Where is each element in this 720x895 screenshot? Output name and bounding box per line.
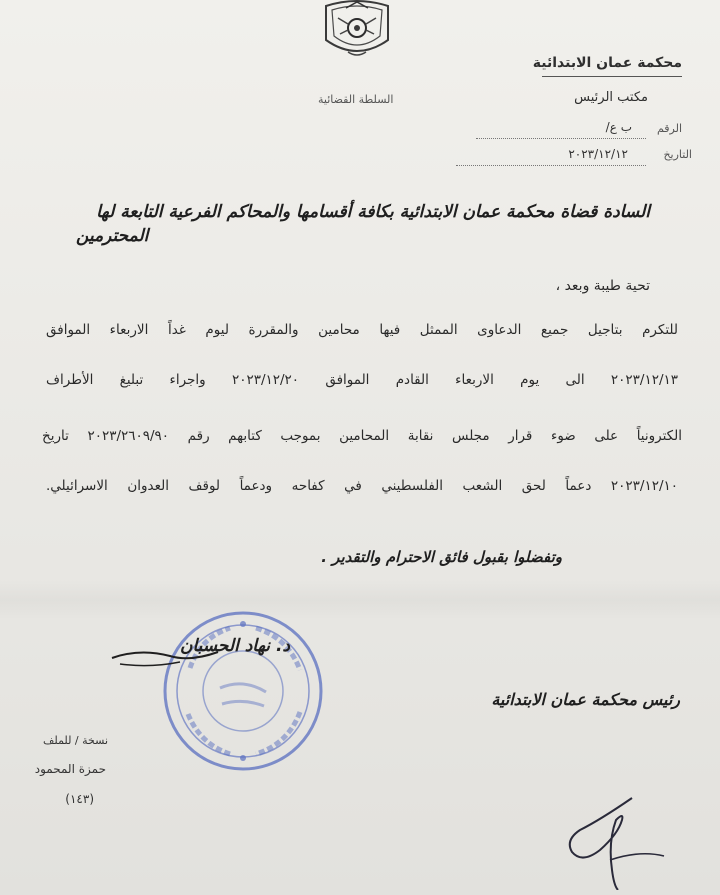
court-name: محكمة عمان الابتدائية bbox=[532, 55, 682, 71]
signer-name: د. نهاد الحسبان bbox=[179, 636, 290, 656]
copy-reference-number: (١٤٣) bbox=[65, 792, 94, 806]
date-dotted-line bbox=[456, 165, 646, 166]
reference-label: الرقم bbox=[656, 122, 682, 135]
addressee-line-2: المحترمين bbox=[76, 226, 149, 246]
reference-dotted-line bbox=[476, 138, 646, 139]
copy-recipient-name: حمزة المحمود bbox=[34, 762, 106, 776]
header-rule bbox=[542, 76, 682, 77]
date-label: التاريخ bbox=[663, 148, 692, 161]
body-line-1: للتكرم بتاجيل جميع الدعاوى الممثل فيها محامين والمقررة ليوم غداً الاربعاء الموافق bbox=[46, 322, 678, 338]
body-line-3: الكترونياً على ضوء قرار مجلس نقابة المحامين بموجب كتابهم رقم ٢٠٢٣/٢٦٠٩/٩٠ تاريخ bbox=[42, 428, 682, 444]
office-name: مكتب الرئيس bbox=[574, 90, 648, 105]
body-line-2: ٢٠٢٣/١٢/١٣ الى يوم الاربعاء القادم الموافق ٢٠٢٣/١٢/٢٠ واجراء تبليغ الأطراف bbox=[46, 372, 678, 388]
signer-title: رئيس محكمة عمان الابتدائية bbox=[491, 690, 680, 709]
greeting: تحية طيبة وبعد ، bbox=[555, 278, 650, 294]
paper-fold-shadow bbox=[0, 580, 720, 620]
coat-of-arms-emblem bbox=[318, 0, 396, 66]
judicial-authority-label: السلطة القضائية bbox=[318, 93, 394, 106]
official-stamp bbox=[160, 608, 326, 774]
date-value: ٢٠٢٣/١٢/١٢ bbox=[568, 147, 628, 161]
body-line-4: ٢٠٢٣/١٢/١٠ دعماً لحق الشعب الفلسطيني في كفاحه ودعماً لوقف العدوان الاسرائيلي. bbox=[46, 478, 678, 494]
closing-line: وتفضلوا بقبول فائق الاحترام والتقدير . bbox=[321, 548, 562, 566]
reference-value: ب ع/ bbox=[605, 120, 632, 134]
copy-note: نسخة / للملف bbox=[43, 734, 108, 747]
addressee-line-1: السادة قضاة محكمة عمان الابتدائية بكافة أقسامها والمحاكم الفرعية التابعة لها bbox=[96, 202, 650, 222]
handwritten-initials bbox=[560, 790, 670, 890]
